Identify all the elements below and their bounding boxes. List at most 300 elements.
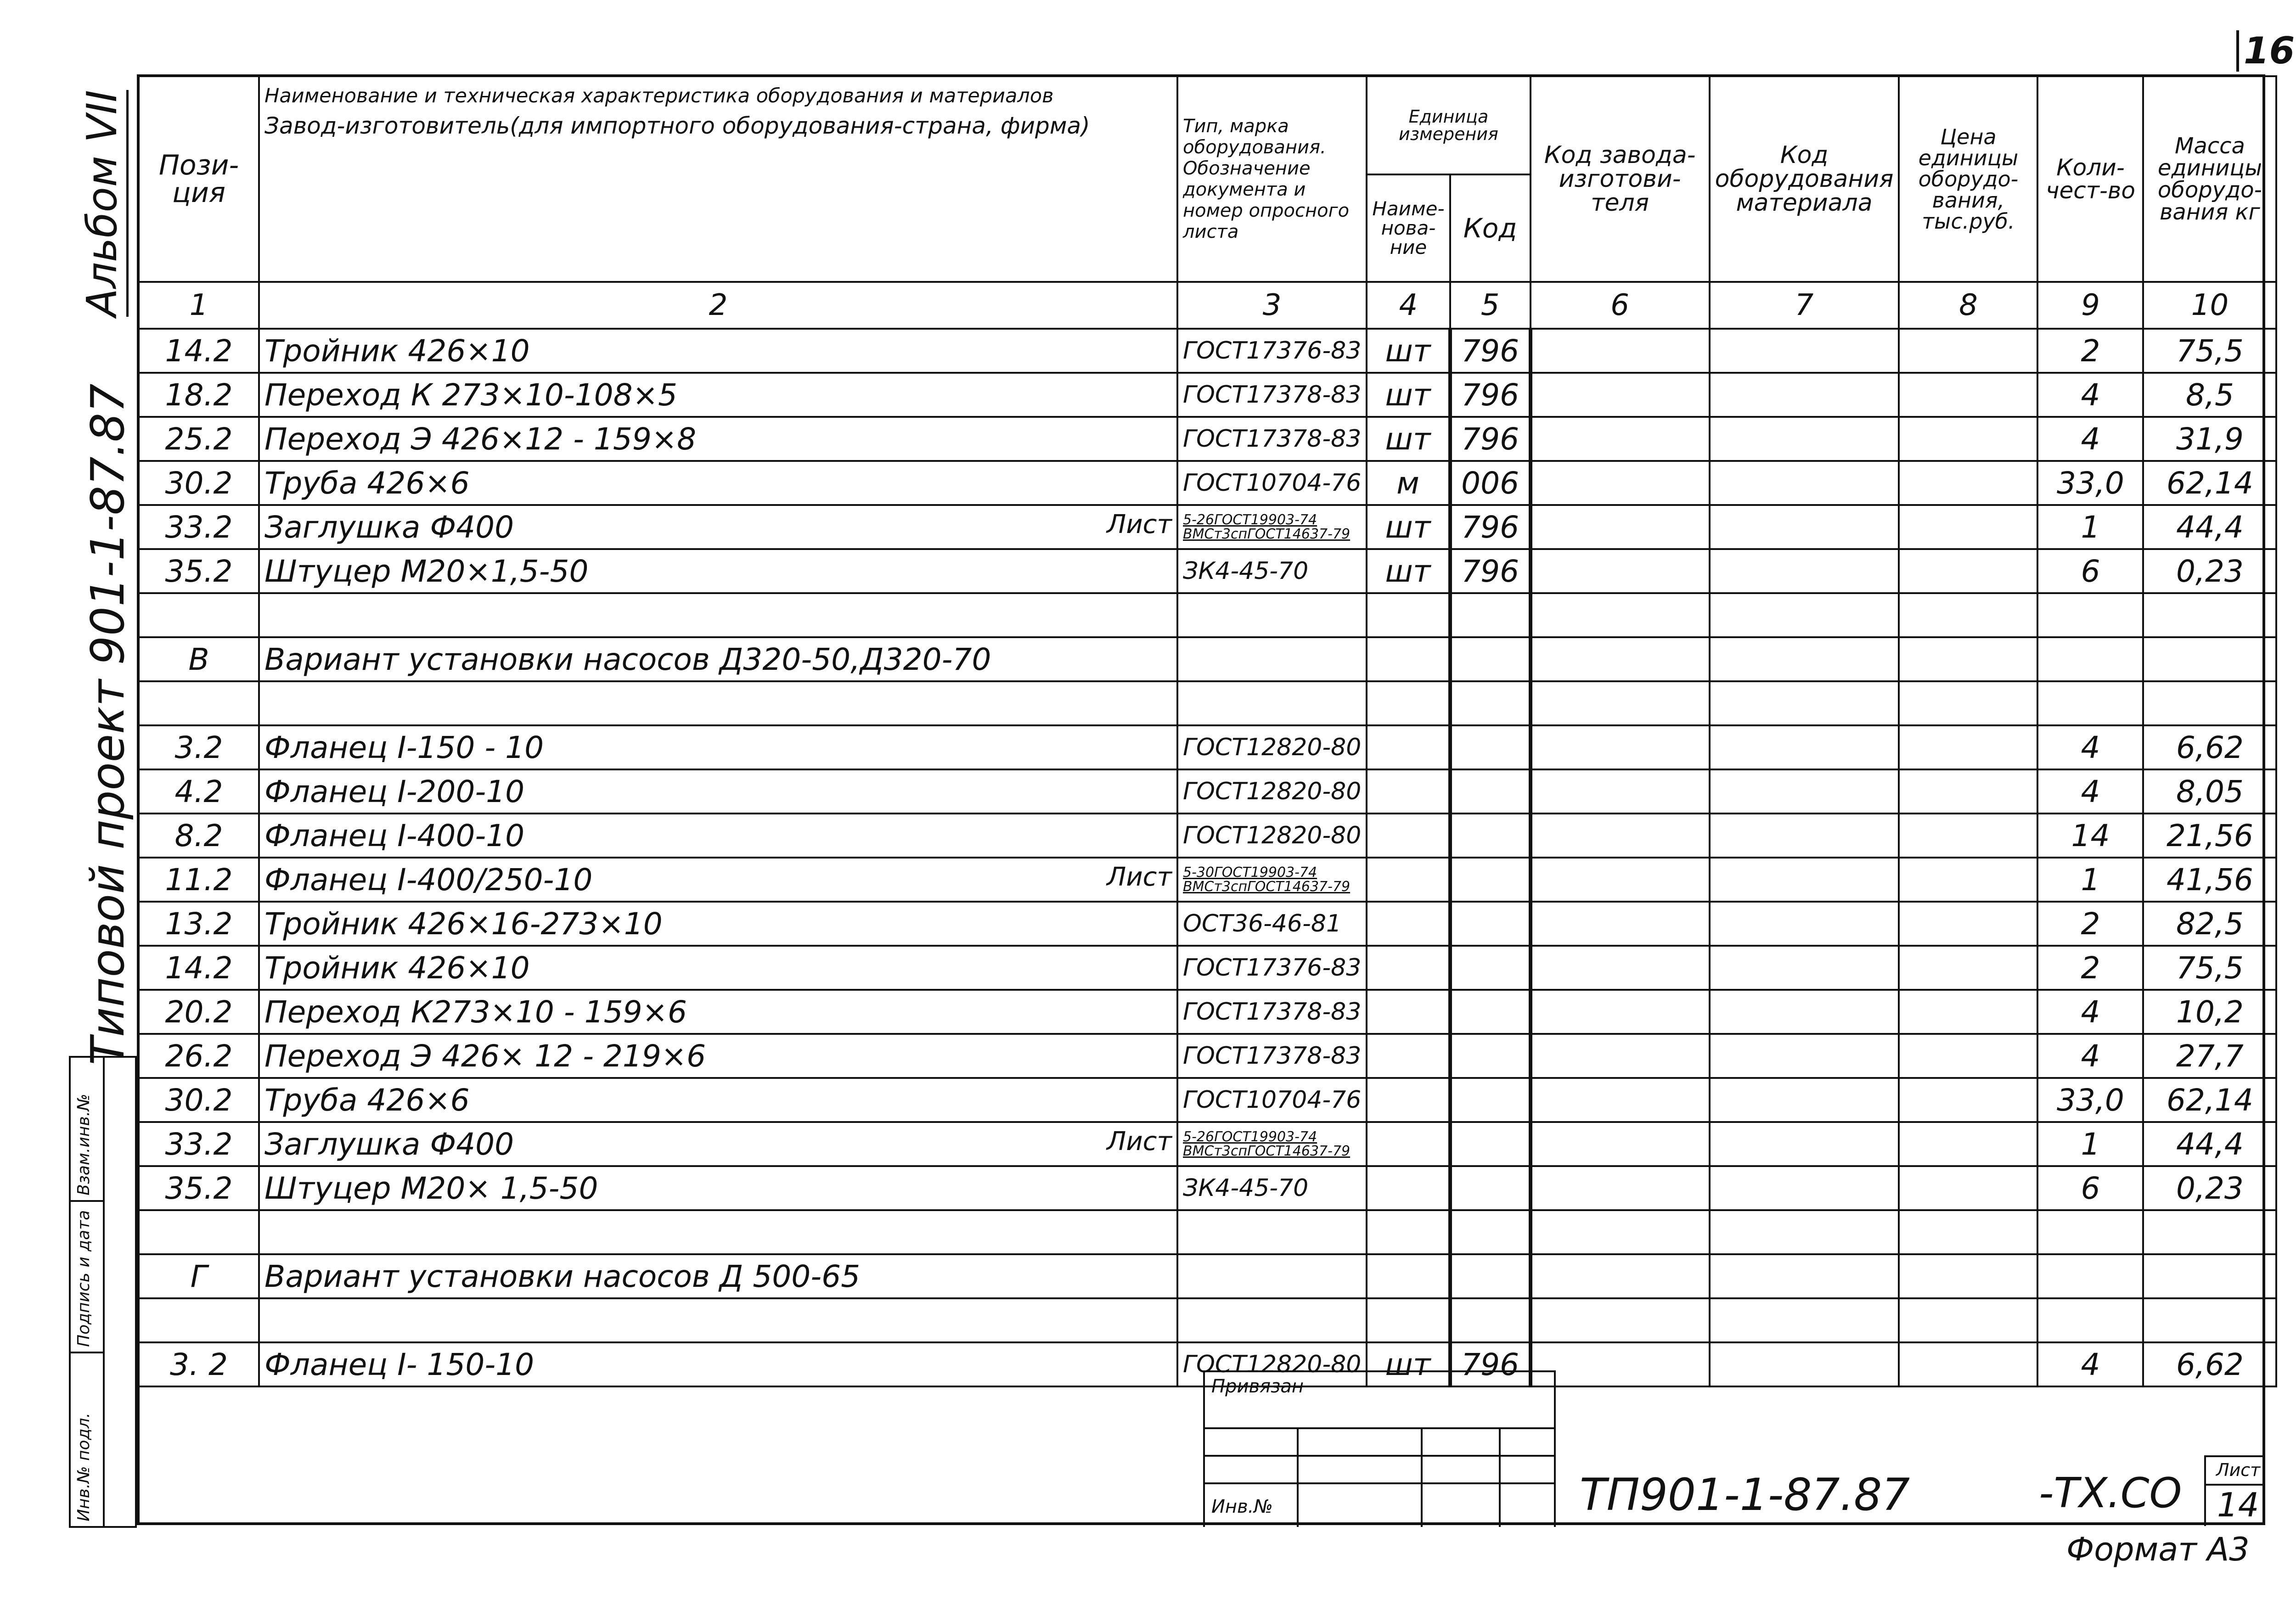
cell-position <box>139 1210 259 1254</box>
cell-unit-code <box>1450 990 1531 1034</box>
table-row <box>139 373 2276 417</box>
cell-position: 18.2 <box>139 373 259 417</box>
cell-list-label: Лист <box>1107 862 1172 892</box>
cell-type <box>1177 1210 1367 1254</box>
cell-maker-code <box>1531 329 1710 373</box>
cell-unit: шт <box>1367 1342 1450 1386</box>
cell-price <box>1899 505 2037 549</box>
cell-mass: 10,2 <box>2143 990 2276 1034</box>
table-row <box>139 725 2276 769</box>
table-row <box>139 549 2276 593</box>
cell-mass <box>2143 593 2276 637</box>
cell-position: 3. 2 <box>139 1342 259 1386</box>
cell-type: ОСТ36-46-81 <box>1177 902 1367 946</box>
cell-unit-code: 796 <box>1450 417 1531 461</box>
cell-name-text: Фланец I-400-10 <box>264 818 525 853</box>
cell-qty: 4 <box>2037 1034 2143 1078</box>
cell-type-line1: 5-30ГОСТ19903-74 <box>1183 864 1317 881</box>
cell-maker-code <box>1531 593 1710 637</box>
cell-maker-code <box>1531 1122 1710 1166</box>
cell-qty <box>2037 593 2143 637</box>
cell-qty: 2 <box>2037 946 2143 990</box>
cell-mass: 44,4 <box>2143 505 2276 549</box>
colnum-4: 4 <box>1367 282 1450 329</box>
cell-price <box>1899 549 2037 593</box>
cell-maker-code <box>1531 681 1710 725</box>
table-row <box>139 1122 2276 1166</box>
cell-unit-code: 796 <box>1450 373 1531 417</box>
cell-mass: 8,05 <box>2143 769 2276 814</box>
cell-qty: 6 <box>2037 1166 2143 1210</box>
cell-name-text: Фланец I-400/250-10 <box>264 862 593 898</box>
cell-name <box>259 549 1177 593</box>
cell-name <box>259 946 1177 990</box>
cell-name <box>259 1122 1177 1166</box>
cell-maker-code <box>1531 946 1710 990</box>
cell-unit-code: 796 <box>1450 329 1531 373</box>
cell-name <box>259 990 1177 1034</box>
cell-name-text: Тройник 426×16-273×10 <box>264 906 663 942</box>
cell-equip-code <box>1710 1210 1899 1254</box>
cell-price <box>1899 946 2037 990</box>
cell-unit-code <box>1450 1210 1531 1254</box>
cell-equip-code <box>1710 461 1899 505</box>
document-code: ТП901-1-87.87 <box>1580 1469 1910 1521</box>
cell-name-text: Переход К273×10 - 159×6 <box>264 994 687 1030</box>
cell-position: 33.2 <box>139 505 259 549</box>
cell-equip-code <box>1710 505 1899 549</box>
cell-position: В <box>139 637 259 681</box>
sheet-number: 14 <box>2217 1486 2259 1524</box>
cell-equip-code <box>1710 329 1899 373</box>
cell-position <box>139 681 259 725</box>
cell-unit-code <box>1450 725 1531 769</box>
cell-maker-code <box>1531 1342 1710 1386</box>
cell-unit: шт <box>1367 417 1450 461</box>
cell-type: ГОСТ17376-83 <box>1177 946 1367 990</box>
cell-name <box>259 1078 1177 1122</box>
cell-maker-code <box>1531 990 1710 1034</box>
cell-position: 4.2 <box>139 769 259 814</box>
table-row <box>139 1298 2276 1342</box>
cell-price <box>1899 769 2037 814</box>
cell-type <box>1177 637 1367 681</box>
cell-mass: 0,23 <box>2143 1166 2276 1210</box>
table-row <box>139 1078 2276 1122</box>
colnum-1: 1 <box>139 282 259 329</box>
cell-name <box>259 1034 1177 1078</box>
cell-type: ГОСТ17378-83 <box>1177 1034 1367 1078</box>
cell-unit <box>1367 637 1450 681</box>
cell-maker-code <box>1531 1166 1710 1210</box>
cell-type: ГОСТ12820-80 <box>1177 1342 1367 1386</box>
cell-unit-code <box>1450 1122 1531 1166</box>
cell-price <box>1899 1122 2037 1166</box>
cell-type: ГОСТ17376-83 <box>1177 329 1367 373</box>
cell-equip-code <box>1710 549 1899 593</box>
cell-mass: 44,4 <box>2143 1122 2276 1166</box>
hdr-equip-code: Код оборудования материала <box>1710 76 1899 282</box>
hdr-unit-code: Код <box>1450 174 1531 282</box>
spec-table <box>138 75 2277 1387</box>
hdr-qty: Коли-чест-во <box>2037 76 2143 282</box>
cell-type <box>1177 858 1367 902</box>
cell-name <box>259 637 1177 681</box>
colnum-10: 10 <box>2143 282 2276 329</box>
cell-qty <box>2037 637 2143 681</box>
cell-equip-code <box>1710 1342 1899 1386</box>
cell-type <box>1177 1298 1367 1342</box>
cell-type: ГОСТ10704-76 <box>1177 461 1367 505</box>
cell-name <box>259 725 1177 769</box>
cell-maker-code <box>1531 1078 1710 1122</box>
cell-equip-code <box>1710 725 1899 769</box>
cell-qty: 4 <box>2037 417 2143 461</box>
page-number: 16 <box>2236 30 2295 72</box>
cell-qty <box>2037 1210 2143 1254</box>
cell-qty: 4 <box>2037 1342 2143 1386</box>
table-row <box>139 1254 2276 1298</box>
cell-equip-code <box>1710 593 1899 637</box>
cell-mass <box>2143 681 2276 725</box>
cell-price <box>1899 1342 2037 1386</box>
cell-type: ЗК4-45-70 <box>1177 549 1367 593</box>
cell-equip-code <box>1710 814 1899 858</box>
cell-type <box>1177 681 1367 725</box>
cell-name-text: Тройник 426×10 <box>264 333 530 369</box>
cell-name <box>259 1166 1177 1210</box>
cell-unit: шт <box>1367 373 1450 417</box>
cell-mass: 62,14 <box>2143 461 2276 505</box>
cell-unit <box>1367 990 1450 1034</box>
cell-type: ГОСТ17378-83 <box>1177 417 1367 461</box>
hdr-unit-name: Наиме-нова-ние <box>1367 174 1450 282</box>
cell-name-text: Фланец I- 150-10 <box>264 1347 535 1382</box>
cell-position <box>139 593 259 637</box>
cell-qty: 14 <box>2037 814 2143 858</box>
colnum-7: 7 <box>1710 282 1899 329</box>
cell-price <box>1899 461 2037 505</box>
table-row <box>139 1166 2276 1210</box>
cell-name <box>259 417 1177 461</box>
document-suffix: -ТХ.СО <box>2039 1469 2182 1517</box>
hdr-price: Цена единицы оборудо-вания, тыс.руб. <box>1899 76 2037 282</box>
cell-name-text: Труба 426×6 <box>264 465 470 501</box>
cell-type <box>1177 1254 1367 1298</box>
cell-name-text: Заглушка Ф400 <box>264 509 514 545</box>
cell-position: 30.2 <box>139 461 259 505</box>
cell-position: 26.2 <box>139 1034 259 1078</box>
cell-price <box>1899 593 2037 637</box>
cell-name <box>259 329 1177 373</box>
table-row <box>139 858 2276 902</box>
cell-type-line2: ВМСт3спГОСТ14637-79 <box>1183 1143 1351 1159</box>
cell-equip-code <box>1710 1254 1899 1298</box>
cell-maker-code <box>1531 505 1710 549</box>
margin-label-inv: Инв.№ подл. <box>74 1413 93 1521</box>
cell-equip-code <box>1710 902 1899 946</box>
cell-position: 13.2 <box>139 902 259 946</box>
cell-list-label: Лист <box>1107 509 1172 539</box>
cell-equip-code <box>1710 1034 1899 1078</box>
cell-position: 8.2 <box>139 814 259 858</box>
cell-mass: 21,56 <box>2143 814 2276 858</box>
hdr-maker-code: Код завода-изготови-теля <box>1531 76 1710 282</box>
table-row <box>139 814 2276 858</box>
cell-type: ГОСТ12820-80 <box>1177 814 1367 858</box>
cell-unit: шт <box>1367 329 1450 373</box>
cell-mass: 27,7 <box>2143 1034 2276 1078</box>
cell-position: 35.2 <box>139 549 259 593</box>
cell-name-text: Вариант установки насосов Д 500-65 <box>264 1258 861 1294</box>
cell-type <box>1177 593 1367 637</box>
cell-unit <box>1367 902 1450 946</box>
cell-type-line2: ВМСт3спГОСТ14637-79 <box>1183 879 1351 895</box>
colnum-9: 9 <box>2037 282 2143 329</box>
cell-maker-code <box>1531 461 1710 505</box>
cell-unit <box>1367 946 1450 990</box>
table-row <box>139 417 2276 461</box>
hdr-unit-group: Единица измерения <box>1367 76 1530 174</box>
cell-qty: 4 <box>2037 990 2143 1034</box>
cell-position: 33.2 <box>139 1122 259 1166</box>
cell-equip-code <box>1710 637 1899 681</box>
cell-name <box>259 1254 1177 1298</box>
table-row <box>139 1210 2276 1254</box>
cell-list-label: Лист <box>1107 1126 1172 1156</box>
cell-maker-code <box>1531 902 1710 946</box>
table-row <box>139 637 2276 681</box>
cell-unit: шт <box>1367 505 1450 549</box>
cell-name <box>259 373 1177 417</box>
cell-name <box>259 681 1177 725</box>
cell-mass <box>2143 1298 2276 1342</box>
cell-qty: 33,0 <box>2037 1078 2143 1122</box>
cell-equip-code <box>1710 681 1899 725</box>
cell-unit <box>1367 769 1450 814</box>
margin-label-replace: Взам.инв.№ <box>74 1094 93 1195</box>
cell-name-text: Тройник 426×10 <box>264 950 530 986</box>
cell-mass <box>2143 1210 2276 1254</box>
cell-equip-code <box>1710 417 1899 461</box>
cell-maker-code <box>1531 1298 1710 1342</box>
cell-mass: 6,62 <box>2143 725 2276 769</box>
cell-price <box>1899 902 2037 946</box>
cell-type <box>1177 505 1367 549</box>
cell-unit-code <box>1450 858 1531 902</box>
cell-equip-code <box>1710 1166 1899 1210</box>
cell-position: Г <box>139 1254 259 1298</box>
binding-stamp <box>1203 1370 1556 1527</box>
cell-mass: 62,14 <box>2143 1078 2276 1122</box>
cell-name <box>259 902 1177 946</box>
cell-unit-code <box>1450 1166 1531 1210</box>
cell-type-line2: ВМСт3спГОСТ14637-79 <box>1183 526 1351 542</box>
cell-unit-code <box>1450 1298 1531 1342</box>
cell-name-text: Фланец I-200-10 <box>264 774 525 809</box>
cell-price <box>1899 814 2037 858</box>
cell-unit-code <box>1450 1078 1531 1122</box>
cell-position: 11.2 <box>139 858 259 902</box>
cell-unit-code <box>1450 637 1531 681</box>
cell-equip-code <box>1710 990 1899 1034</box>
cell-unit-code <box>1450 681 1531 725</box>
table-row <box>139 990 2276 1034</box>
cell-name <box>259 858 1177 902</box>
cell-unit <box>1367 681 1450 725</box>
margin-stamp <box>69 1056 137 1528</box>
cell-unit <box>1367 1210 1450 1254</box>
cell-name-text: Штуцер М20×1,5-50 <box>264 553 589 589</box>
cell-unit-code <box>1450 593 1531 637</box>
cell-equip-code <box>1710 373 1899 417</box>
cell-price <box>1899 1166 2037 1210</box>
cell-position: 25.2 <box>139 417 259 461</box>
cell-qty: 33,0 <box>2037 461 2143 505</box>
cell-mass: 82,5 <box>2143 902 2276 946</box>
table-row <box>139 329 2276 373</box>
hdr-name-line2: Завод-изготовитель(для импортного оборудования-страна, фирма) <box>264 112 1090 139</box>
cell-equip-code <box>1710 769 1899 814</box>
cell-unit-code <box>1450 814 1531 858</box>
cell-unit-code <box>1450 1254 1531 1298</box>
cell-maker-code <box>1531 417 1710 461</box>
cell-unit <box>1367 858 1450 902</box>
cell-type: ГОСТ10704-76 <box>1177 1078 1367 1122</box>
cell-unit <box>1367 1122 1450 1166</box>
cell-unit: шт <box>1367 549 1450 593</box>
table-row <box>139 1034 2276 1078</box>
cell-position: 30.2 <box>139 1078 259 1122</box>
cell-unit-code: 006 <box>1450 461 1531 505</box>
cell-price <box>1899 329 2037 373</box>
cell-price <box>1899 1078 2037 1122</box>
cell-name <box>259 1298 1177 1342</box>
cell-unit-code <box>1450 946 1531 990</box>
cell-unit-code: 796 <box>1450 505 1531 549</box>
cell-mass: 6,62 <box>2143 1342 2276 1386</box>
cell-mass: 31,9 <box>2143 417 2276 461</box>
sheet-box <box>2204 1455 2264 1526</box>
cell-maker-code <box>1531 858 1710 902</box>
cell-position: 3.2 <box>139 725 259 769</box>
cell-type <box>1177 1122 1367 1166</box>
cell-mass: 75,5 <box>2143 329 2276 373</box>
cell-price <box>1899 1034 2037 1078</box>
cell-qty <box>2037 681 2143 725</box>
cell-price <box>1899 373 2037 417</box>
cell-qty: 2 <box>2037 902 2143 946</box>
cell-type: ЗК4-45-70 <box>1177 1166 1367 1210</box>
hdr-pos: Пози-ция <box>139 76 259 282</box>
sheet-label: Лист <box>2216 1460 2261 1480</box>
cell-unit <box>1367 1298 1450 1342</box>
cell-name <box>259 814 1177 858</box>
cell-unit <box>1367 1166 1450 1210</box>
cell-position: 14.2 <box>139 946 259 990</box>
project-label: Типовой проект 901-1-87.87 <box>81 383 135 1065</box>
cell-unit <box>1367 725 1450 769</box>
cell-equip-code <box>1710 858 1899 902</box>
cell-qty: 4 <box>2037 725 2143 769</box>
cell-price <box>1899 1298 2037 1342</box>
cell-maker-code <box>1531 373 1710 417</box>
cell-name <box>259 1342 1177 1386</box>
cell-maker-code <box>1531 549 1710 593</box>
cell-type: ГОСТ12820-80 <box>1177 769 1367 814</box>
cell-price <box>1899 1254 2037 1298</box>
cell-mass: 0,23 <box>2143 549 2276 593</box>
cell-unit: м <box>1367 461 1450 505</box>
cell-mass: 75,5 <box>2143 946 2276 990</box>
cell-maker-code <box>1531 1254 1710 1298</box>
hdr-mass: Масса единицы оборудо-вания кг <box>2143 76 2276 282</box>
cell-maker-code <box>1531 814 1710 858</box>
cell-unit <box>1367 814 1450 858</box>
table-row <box>139 505 2276 549</box>
cell-type: ГОСТ12820-80 <box>1177 725 1367 769</box>
inv-no-label: Инв.№ <box>1211 1496 1273 1517</box>
cell-name-text: Переход К 273×10-108×5 <box>264 377 677 413</box>
cell-name-text: Труба 426×6 <box>264 1082 470 1118</box>
cell-name <box>259 461 1177 505</box>
cell-mass: 41,56 <box>2143 858 2276 902</box>
cell-unit-code <box>1450 769 1531 814</box>
cell-equip-code <box>1710 946 1899 990</box>
cell-qty <box>2037 1298 2143 1342</box>
cell-name-text: Вариант установки насосов Д320-50,Д320-70 <box>264 641 991 677</box>
cell-name <box>259 769 1177 814</box>
cell-price <box>1899 1210 2037 1254</box>
cell-equip-code <box>1710 1122 1899 1166</box>
cell-qty <box>2037 1254 2143 1298</box>
cell-unit <box>1367 1078 1450 1122</box>
cell-type: ГОСТ17378-83 <box>1177 373 1367 417</box>
cell-maker-code <box>1531 637 1710 681</box>
cell-position: 14.2 <box>139 329 259 373</box>
cell-unit-code <box>1450 902 1531 946</box>
album-label: Альбом VII <box>78 90 129 317</box>
cell-maker-code <box>1531 725 1710 769</box>
cell-qty: 4 <box>2037 373 2143 417</box>
cell-equip-code <box>1710 1078 1899 1122</box>
cell-maker-code <box>1531 769 1710 814</box>
cell-qty: 1 <box>2037 858 2143 902</box>
cell-name <box>259 505 1177 549</box>
cell-name-text: Переход Э 426× 12 - 219×6 <box>264 1038 706 1074</box>
cell-mass <box>2143 637 2276 681</box>
cell-position <box>139 1298 259 1342</box>
cell-unit <box>1367 593 1450 637</box>
cell-qty: 2 <box>2037 329 2143 373</box>
cell-maker-code <box>1531 1210 1710 1254</box>
cell-qty: 1 <box>2037 505 2143 549</box>
cell-qty: 4 <box>2037 769 2143 814</box>
cell-unit-code <box>1450 1034 1531 1078</box>
cell-maker-code <box>1531 1034 1710 1078</box>
hdr-name <box>259 76 1177 282</box>
table-row <box>139 769 2276 814</box>
cell-qty: 1 <box>2037 1122 2143 1166</box>
cell-type-line1: 5-26ГОСТ19903-74 <box>1183 511 1317 528</box>
cell-name-text: Фланец I-150 - 10 <box>264 729 544 765</box>
cell-position: 35.2 <box>139 1166 259 1210</box>
cell-price <box>1899 681 2037 725</box>
cell-name-text: Штуцер М20× 1,5-50 <box>264 1170 598 1206</box>
cell-unit-code: 796 <box>1450 549 1531 593</box>
cell-mass <box>2143 1254 2276 1298</box>
format-label: Формат А3 <box>2066 1531 2250 1568</box>
